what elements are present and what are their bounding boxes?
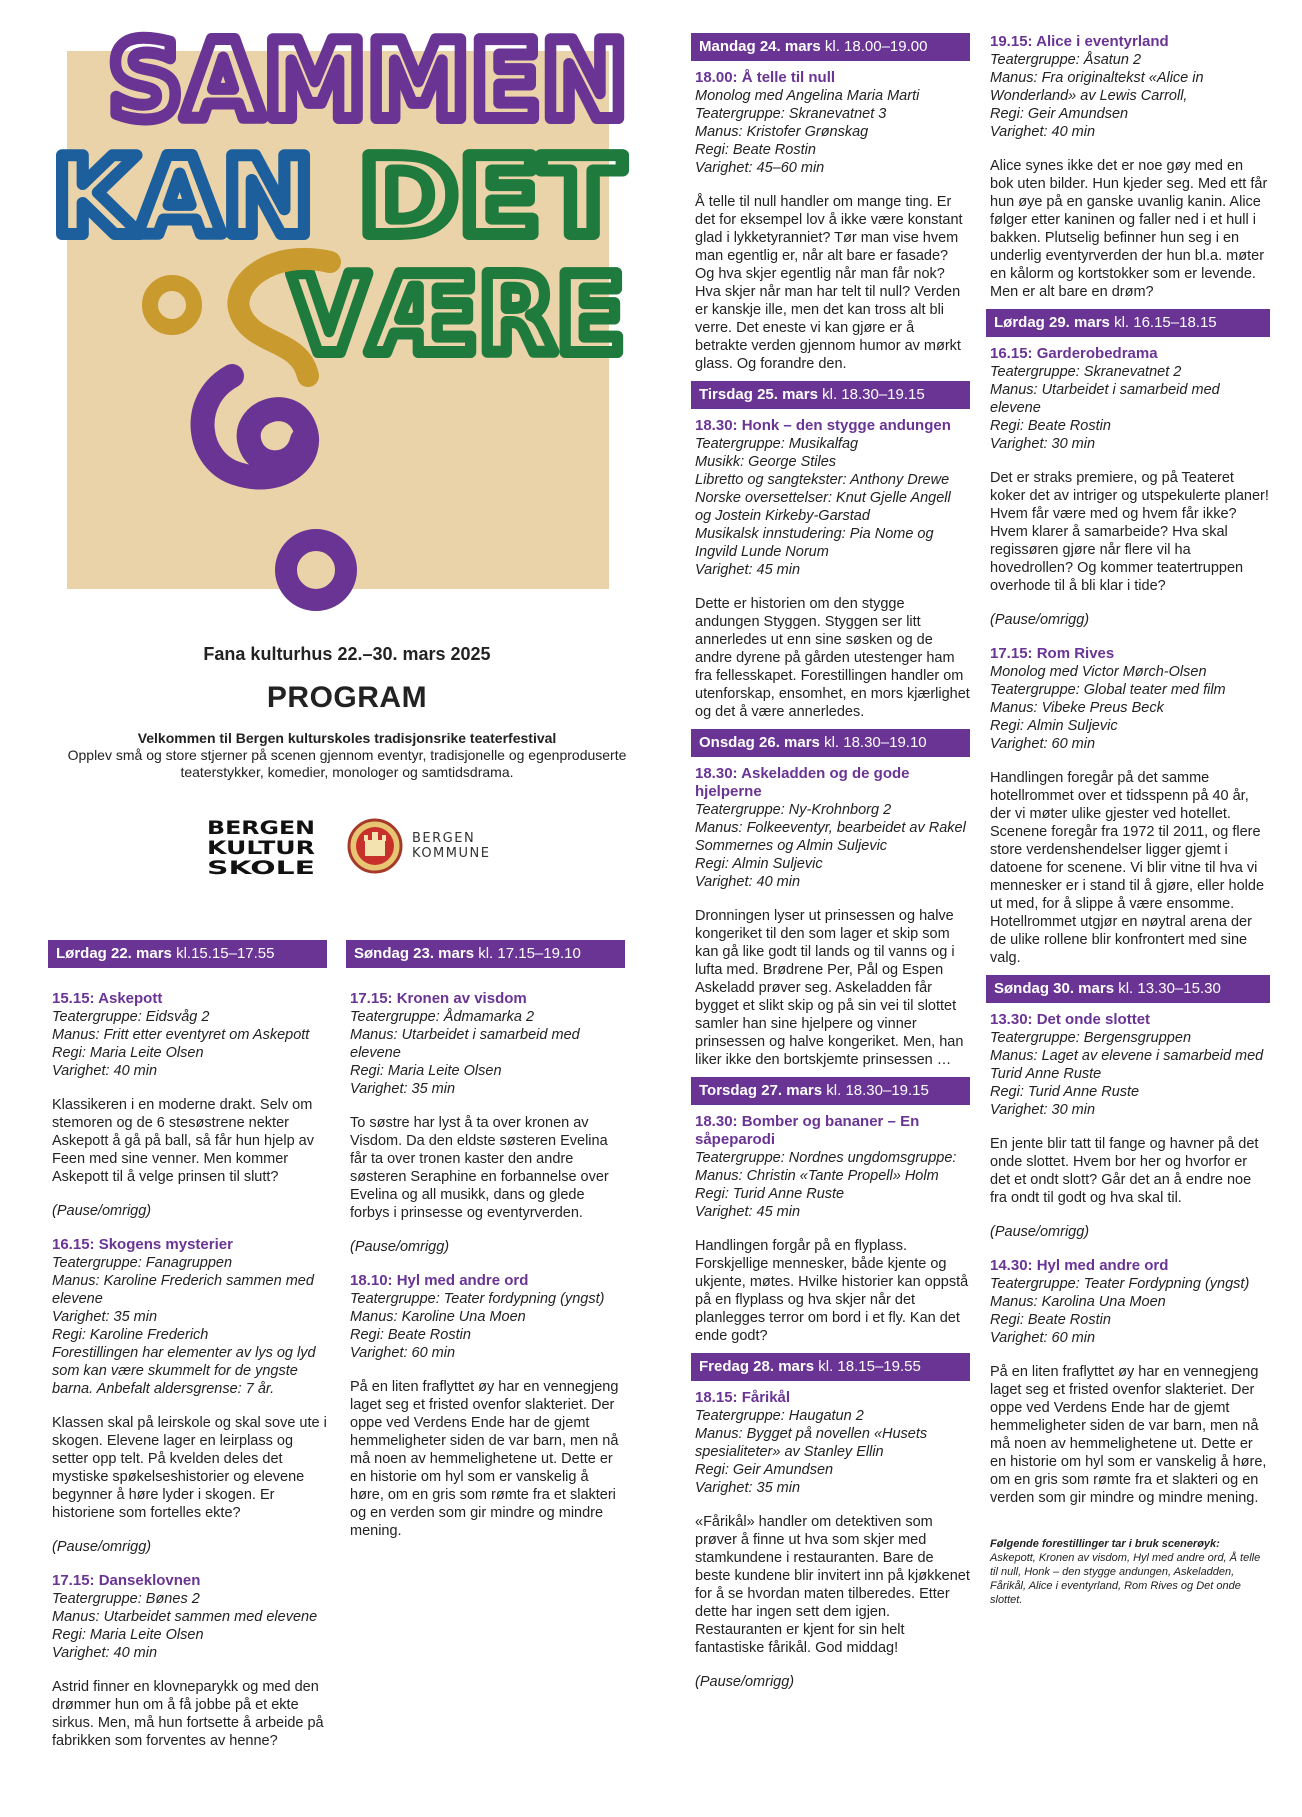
day-header-tirsdag-25: Tirsdag 25. mars kl. 18.30–19.15 [691, 381, 970, 409]
show-meta: Teatergruppe: Haugatun 2 Manus: Bygget på novellen «Husets spesialiteter» av Stanley Ellin Regi: Geir Amundsen Varighet: 35 min [695, 1408, 928, 1496]
show-description: Handlingen foregår på det samme hotellrommet over et tidsspenn på 40 år, der vi møter ulike gjester ved hotellet. Scenene foregår fra 1972 til 2011, og flere store verdenshendelser ligger gjemt i datoene for scenene. Vi blir vitne til hva vi mennesker er i stand til å gjøre, eller holde ut med, for å slippe å være ensomme. Hotellrommet utgjør en nøytral arena der de ulike rollene blir konfrontert med sine valg. [990, 770, 1265, 966]
bergen-kommune-logo-text: BERGEN KOMMUNE [412, 831, 491, 861]
purple-swirl-shape [203, 376, 308, 478]
show-title: 15.15: Askepott [52, 990, 163, 1007]
day-header-torsdag-27: Torsdag 27. mars kl. 18.30–19.15 [691, 1077, 970, 1105]
show-meta: Teatergruppe: Skranevatnet 2 Manus: Utarbeidet i samarbeid med elevene Regi: Beate Rostin Varighet: 30 min [990, 364, 1220, 452]
show-title: 17.15: Danseklovnen [52, 1572, 201, 1589]
pause-note: (Pause/omrigg) [695, 1674, 795, 1690]
show-description: Dronningen lyser ut prinsessen og halve kongeriket til den som lager et skip som kan gå like godt til lands og til vanns og i lufta med. Brødrene Per, Pål og Espen Askeladd prøver seg. Askeladden får bygget et slikt skip og på sin vei til slottet samler han sine hjelpere og vinner prinsessen og halve kongeriket. Men, han liker ikke den bortskjemte prinsessen … [695, 908, 964, 1068]
title-line-det: DET [358, 135, 624, 260]
day-header-lordag-29: Lørdag 29. mars kl. 16.15–18.15 [986, 309, 1270, 337]
show-description: På en liten fraflyttet øy har en vennegjeng laget seg et fristed ovenfor slakteriet. Der oppe ved Verdens Ende har de gjemt hemmeligheter siden de var barn, men nå må noen av hemmelighetene ut. Dette er en historie om hyl som er vanskelig å høre, om en gris som rømte fra et slakteri og en verden som gir mindre og mindre mening. [990, 1364, 1267, 1506]
show-title: 18.10: Hyl med andre ord [350, 1272, 529, 1289]
show-title: 16.15: Skogens mysterier [52, 1236, 233, 1253]
intro-text [67, 730, 627, 781]
smoke-footnote [990, 1537, 1270, 1607]
title-line-sammen: SAMMEN [108, 19, 628, 144]
show-description: Det er straks premiere, og på Teateret koker det av intriger og utspekulerte planer! Hvem får være med og hvem får ikke? Hvem klarer å samarbeide? Hva skal regissøren gjøre når flere vil ha hovedrollen? Og kommer teatertruppen overhode til å bli klar i tide? [990, 470, 1269, 594]
venue-dates: Fana kulturhus 22.–30. mars 2025 [203, 644, 491, 664]
pause-note: (Pause/omrigg) [52, 1203, 152, 1219]
show-title: 17.15: Rom Rives [990, 645, 1115, 662]
show-description: Astrid finner en klovneparykk og med den drømmer hun om å få jobbe på et ekte sirkus. Men, må hun fortsette å arbeide på fabrikken som forventes av henne? [52, 1679, 324, 1749]
festival-title-graphic [0, 0, 700, 620]
day-header-sondag-23: Søndag 23. mars kl. 17.15–19.10 [346, 940, 625, 968]
show-meta: Teatergruppe: Ny-Krohnborg 2 Manus: Folkeeventyr, bearbeidet av Rakel Sommernes og Almin Suljevic Regi: Almin Suljevic Varighet: 40 min [695, 802, 966, 890]
show-description: Dette er historien om den stygge andungen Styggen. Styggen ser litt annerledes ut enn sine søsken og de andre dyrene på gården utestenger ham fra fellesskapet. Forestillingen handler om utenforskap, ensomhet, en mors kjærlighet og det å være annerledes. [695, 596, 970, 720]
show-title: 18.30: Askeladden og de gode hjelperne [695, 765, 910, 800]
day-header-mandag-24: Mandag 24. mars kl. 18.00–19.00 [691, 33, 970, 61]
show-description: På en liten fraflyttet øy har en vennegjeng laget seg et fristed ovenfor slakteriet. Der oppe ved Verdens Ende har de gjemt hemmeligheter siden de var barn, men nå må noen av hemmelighetene ut. Dette er en historie om hyl som er vanskelig å høre, om en gris som rømte fra et slakteri og en verden som gir mindre og mindre mening. [350, 1379, 619, 1539]
show-title: 13.30: Det onde slottet [990, 1011, 1151, 1028]
show-title: 19.15: Alice i eventyrland [990, 33, 1169, 50]
show-title: 17.15: Kronen av visdom [350, 990, 527, 1007]
show-meta: Teatergruppe: Fanagruppen Manus: Karoline Frederich sammen med elevene Varighet: 35 min Regi: Karoline Frederich Forestillingen har elementer av lys og lyd som kan være skummelt for de yngste barna. Anbefalt aldersgrense: 7 år. [52, 1255, 316, 1397]
welcome-line: Velkommen til Bergen kulturskoles tradisjonsrike teaterfestival [137, 730, 557, 746]
title-line-vaere: VÆRE [290, 253, 625, 378]
svg-text:KULTUR: KULTUR [207, 837, 316, 859]
show-description: Å telle til null handler om mange ting. Er det for eksempel lov å ikke være konstant glad i lykketyranniet? Tør man vise hvem man egentlig er, når alt bare er fasade? Og hva skjer egentlig når man får nok? Hva skjer når man har telt til null? Verden er kanskje ille, men det kan tross alt bli verre. Det eneste vi kan gjøre er å betrakte verden gjennom humor av mørkt glass. Og forandre den. [695, 194, 963, 372]
schedule-column-2 [350, 940, 625, 1540]
show-title: 16.15: Garderobedrama [990, 345, 1158, 362]
intro-paragraph: Opplev små og store stjerner på scenen gjennom eventyr, tradisjonelle og egenproduserte teaterstykker, komedier, monologer og samtidsdrama. [67, 747, 627, 780]
show-meta: Monolog med Victor Mørch-Olsen Teatergruppe: Global teater med film Manus: Vibeke Preus Beck Regi: Almin Suljevic Varighet: 60 min [990, 664, 1226, 752]
show-meta: Monolog med Angelina Maria Marti Teatergruppe: Skranevatnet 3 Manus: Kristofer Grønskag Regi: Beate Rostin Varighet: 45–60 min [695, 88, 920, 176]
schedule-column-4 [990, 33, 1270, 1607]
pause-note: (Pause/omrigg) [350, 1239, 450, 1255]
purple-ring-shape [286, 540, 346, 600]
day-header-fredag-28: Fredag 28. mars kl. 18.15–19.55 [691, 1353, 970, 1381]
show-title: 18.30: Bomber og bananer – En såpeparodi [695, 1113, 920, 1148]
day-header-lordag-22: Lørdag 22. mars kl.15.15–17.55 [48, 940, 327, 968]
footnote-title: Følgende forestillinger tar i bruk scenerøyk: [990, 1538, 1220, 1550]
pause-note: (Pause/omrigg) [990, 1224, 1090, 1240]
show-title: 14.30: Hyl med andre ord [990, 1257, 1169, 1274]
bergen-kommune-seal-icon [347, 818, 403, 874]
show-meta: Teatergruppe: Nordnes ungdomsgruppe: Manus: Christin «Tante Propell» Holm Regi: Turid Anne Ruste Varighet: 45 min [695, 1150, 957, 1220]
show-title: 18.00: Å telle til null [695, 69, 836, 86]
svg-text:SKOLE: SKOLE [207, 857, 315, 876]
day-header-onsdag-26: Onsdag 26. mars kl. 18.30–19.10 [691, 729, 970, 757]
day-header-sondag-30: Søndag 30. mars kl. 13.30–15.30 [986, 975, 1270, 1003]
svg-text:BERGEN: BERGEN [207, 817, 315, 839]
bergen-kulturskole-logo [207, 816, 317, 876]
page-title: PROGRAM [266, 681, 428, 714]
show-description: Klassen skal på leirskole og skal sove ute i skogen. Elevene lager en leirplass og setter opp telt. På kvelden deles det mystiske spøkelseshistorier og elevene begynner å høre lyder i skogen. Er historiene som fortelles ekte? [52, 1415, 327, 1521]
show-title: 18.30: Honk – den stygge andungen [695, 417, 951, 434]
pause-note: (Pause/omrigg) [990, 612, 1090, 628]
show-meta: Teatergruppe: Åsatun 2 Manus: Fra originaltekst «Alice in Wonderland» av Lewis Carroll, Regi: Geir Amundsen Varighet: 40 min [990, 52, 1204, 140]
schedule-column-1 [52, 940, 327, 1750]
show-description: Alice synes ikke det er noe gøy med en bok uten bilder. Hun kjeder seg. Med ett får hun øye på en ganske uvanlig kanin. Alice følger etter kaninen og faller ned i et hull i bakken. Plutselig befinner hun seg i en underlig eventyrverden der hun bl.a. møter en kålorm og kortstokker som er levende. Men er alt bare en drøm? [990, 158, 1268, 300]
show-meta: Teatergruppe: Bønes 2 Manus: Utarbeidet sammen med elevene Regi: Maria Leite Olsen Varighet: 40 min [52, 1591, 318, 1661]
show-description: To søstre har lyst å ta over kronen av Visdom. Da den eldste søsteren Evelina får ta over tronen kaster den andre søsteren Seraphine en forbannelse over Evelina og all musikk, dans og glede forbys i prinsesse og eventyrverden. [350, 1115, 609, 1221]
title-line-kan: KAN [52, 135, 314, 260]
show-meta: Teatergruppe: Teater Fordypning (yngst) Manus: Karolina Una Moen Regi: Beate Rostin Varighet: 60 min [990, 1276, 1250, 1346]
show-meta: Teatergruppe: Musikalfag Musikk: George Stiles Libretto og sangtekster: Anthony Drewe Norske oversettelser: Knut Gjelle Angell og Jostein Kirkeby-Garstad Musikalsk innstudering: Pia Nome og Ingvild Lunde Norum Varighet: 45 min [695, 436, 951, 578]
footnote-text: Askepott, Kronen av visdom, Hyl med andre ord, Å telle til null, Honk – den stygge andungen, Askeladden, Fårikål, Alice i eventyrland, Rom Rives og Det onde slottet. [990, 1552, 1261, 1606]
show-meta: Teatergruppe: Eidsvåg 2 Manus: Fritt etter eventyret om Askepott Regi: Maria Leite Olsen Varighet: 40 min [52, 1009, 310, 1079]
show-description: Klassikeren i en moderne drakt. Selv om stemoren og de 6 stesøstrene nekter Askepott å gå på ball, så får hun hjelp av Feen med sine venner. Men kommer Askepott til å velge prinsen til slutt? [52, 1097, 314, 1185]
show-description: En jente blir tatt til fange og havner på det onde slottet. Hvem bor her og hvorfor er det et ondt slott? Går det an å endre noe fra ondt til godt og hva skal til. [990, 1136, 1259, 1206]
show-title: 18.15: Fårikål [695, 1389, 791, 1406]
schedule-column-3 [695, 33, 970, 1691]
show-meta: Teatergruppe: Ådmamarka 2 Manus: Utarbeidet i samarbeid med elevene Regi: Maria Leite Olsen Varighet: 35 min [350, 1009, 580, 1097]
show-description: Handlingen forgår på en flyplass. Forskjellige mennesker, både kjente og ukjente, møtes. Hvilke historier kan oppstå på en flyplass og hva skjer når det planlegges terror om bord i et fly. Kan det ende godt? [695, 1238, 969, 1344]
show-description: «Fårikål» handler om detektiven som prøver å finne ut hva som skjer med stamkundene i restauranten. Bare de beste kundene blir invitert inn på kjøkkenet for å se hvordan maten tilberedes. Etter dette har ingen sett dem igjen. Restauranten er kjent for sin helt fantastiske fårikål. God middag! [695, 1514, 970, 1656]
show-meta: Teatergruppe: Bergensgruppen Manus: Laget av elevene i samarbeid med Turid Anne Ruste Regi: Turid Anne Ruste Varighet: 30 min [990, 1030, 1264, 1118]
gold-ring-shape [150, 283, 194, 327]
pause-note: (Pause/omrigg) [52, 1539, 152, 1555]
show-meta: Teatergruppe: Teater fordypning (yngst) Manus: Karoline Una Moen Regi: Beate Rostin Varighet: 60 min [350, 1291, 605, 1361]
